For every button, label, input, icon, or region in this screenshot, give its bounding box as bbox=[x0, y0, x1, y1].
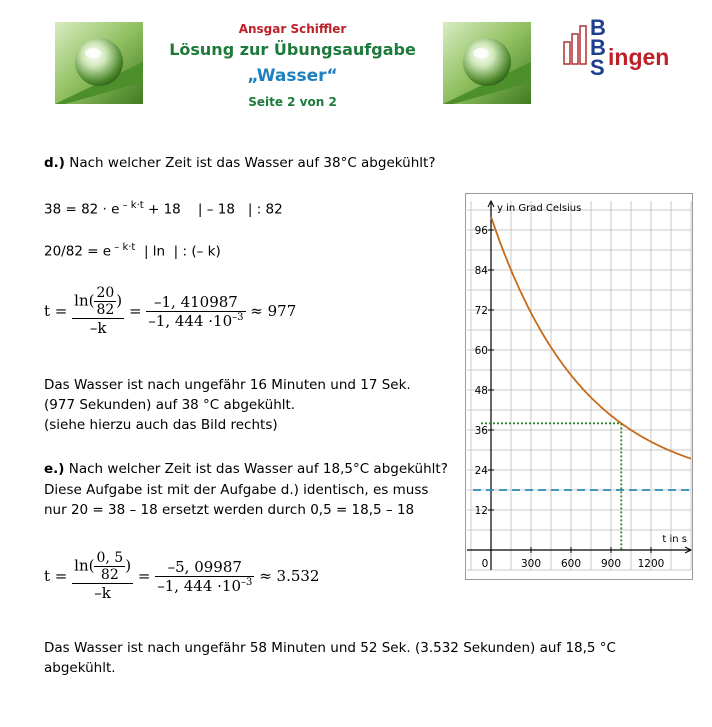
x-tick-label: 0 bbox=[481, 558, 489, 570]
answer-d-line-2: (977 Sekunden) auf 38 °C abgekühlt. bbox=[44, 397, 296, 413]
text-e-line-2: nur 20 = 38 – 18 ersetzt werden durch 0,5 = 18,5 – 18 bbox=[44, 502, 415, 518]
x-tick-label: 900 bbox=[600, 558, 622, 570]
question-e-label: e.) bbox=[44, 461, 65, 477]
logo-letter-3: S bbox=[590, 55, 605, 80]
y-tick-label: 72 bbox=[474, 305, 488, 317]
x-tick-label: 1200 bbox=[637, 558, 665, 570]
logo-word: ingen bbox=[608, 44, 670, 70]
page-number: Seite 2 von 2 bbox=[248, 95, 337, 109]
formula-e-fraction-1: ln( $\frac{0, 5}{82}$ ) –k bbox=[74, 550, 132, 602]
document-subtitle: „Wasser“ bbox=[247, 66, 338, 86]
formula-d: t = ln( $\frac{20}{82}$ ) –k = $\frac{-1, 410987}{-1, 444 \cdot 10^{-3}}$ ≈ 977 bbox=[44, 285, 297, 337]
document-title: Lösung zur Übungsaufgabe bbox=[169, 40, 416, 59]
x-axis-label: t in s bbox=[662, 534, 687, 545]
logo-letter-2: B bbox=[590, 35, 606, 60]
formula-d-fraction-2: $\frac{-1, 410987}{-1, 444 \cdot 10^{-3}}$ bbox=[148, 292, 244, 330]
x-tick-label: 600 bbox=[560, 558, 582, 570]
y-tick-label: 24 bbox=[474, 465, 488, 477]
text-e-line-1: Diese Aufgabe ist mit der Aufgabe d.) identisch, es muss bbox=[44, 482, 429, 498]
waterdrop-image-left bbox=[55, 22, 143, 104]
y-tick-label: 60 bbox=[474, 345, 488, 357]
answer-d-line-1: Das Wasser ist nach ungefähr 16 Minuten und 17 Sek. bbox=[44, 377, 411, 393]
author-name: Ansgar Schiffler bbox=[238, 22, 347, 36]
question-d bbox=[44, 153, 435, 173]
formula-d-fraction-1: ln( $\frac{20}{82}$ ) –k bbox=[74, 285, 123, 337]
y-tick-label: 84 bbox=[474, 265, 488, 277]
waterdrop-image-right bbox=[443, 22, 531, 104]
question-e bbox=[44, 459, 448, 479]
cooling-curve-chart bbox=[465, 193, 693, 580]
answer-e-line-2: abgekühlt. bbox=[44, 660, 116, 676]
y-tick-label: 36 bbox=[474, 425, 488, 437]
formula-e: t = ln( $\frac{0, 5}{82}$ ) –k = $\frac{-5, 09987}{-1, 444 \cdot 10^{-3}}$ ≈ 3.532 bbox=[44, 550, 320, 602]
equation-step-1: 38 = 82 · e $^{- k\cdot t}$ + 18 | – 18 | : 82 bbox=[44, 200, 283, 218]
y-tick-label: 12 bbox=[474, 505, 488, 517]
answer-d-line-3: (siehe hierzu auch das Bild rechts) bbox=[44, 417, 278, 433]
y-tick-label: 96 bbox=[474, 225, 488, 237]
question-d-text: Nach welcher Zeit ist das Wasser auf 38°C abgekühlt? bbox=[64, 155, 436, 171]
y-axis-label: y in Grad Celsius bbox=[497, 203, 582, 214]
equation-step-2: 20/82 = e $^{- k\cdot t}$ | ln | : (– k) bbox=[44, 242, 221, 260]
y-tick-label: 48 bbox=[474, 385, 488, 397]
x-tick-label: 300 bbox=[520, 558, 542, 570]
question-d-label: d.) bbox=[44, 155, 65, 171]
formula-e-fraction-2: $\frac{-5, 09987}{-1, 444 \cdot 10^{-3}}$ bbox=[157, 557, 253, 595]
answer-e-line-1: Das Wasser ist nach ungefähr 58 Minuten und 52 Sek. (3.532 Sekunden) auf 18,5 °C bbox=[44, 640, 616, 656]
logo-letter-1: B bbox=[590, 15, 606, 40]
school-logo bbox=[562, 15, 692, 92]
question-e-text: Nach welcher Zeit ist das Wasser auf 18,5°C abgekühlt? bbox=[64, 461, 448, 477]
